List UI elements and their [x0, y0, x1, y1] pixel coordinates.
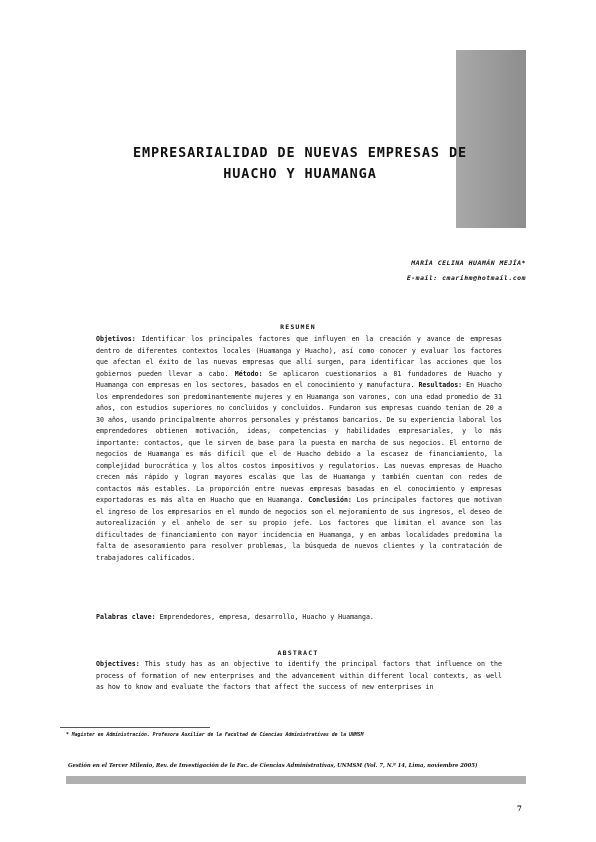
keywords-paragraph	[96, 612, 502, 624]
footnote: * Magíster en Administración. Profesora Auxiliar de la Facultad de Ciencias Administrativas de la UNMSM	[66, 733, 364, 738]
paper-title	[80, 143, 520, 185]
decorative-gray-bar	[456, 50, 526, 228]
resultados-text: En Huacho los emprendedores son predominantemente mujeres y en Huamanga son varones, con una edad promedio de 31 años, con estudios superiores no concluidos y concluidos. Fundaron sus empresas cuando tenían de 20 a 30 años, usando principalmente ahorros personales y préstamos bancarios. De su experiencia laboral los emprendedores obtienen motivación, ideas, competencias y habilidades empresariales, y lo más importante: contactos, que le sirven de base para la puesta en marcha de sus negocios. El entorno de negocios de Huamanga es más difícil que el de Huacho debido a la escasez de financiamiento, la complejidad burocrática y los altos costos impositivos y regulatorios. Las nuevas empresas de Huacho crecen más rápido y logran mayores escalas que las de Huamanga y también cuentan con redes de contactos más estables. La proporción entre nuevas empresas basadas en el conocimiento y empresas exportadoras es más alta en Huacho que en Huamanga.	[96, 381, 502, 504]
objetivos-label: Objetivos:	[96, 335, 136, 343]
title-line-1: EMPRESARIALIDAD DE NUEVAS EMPRESAS DE	[132, 145, 468, 161]
author-email: E-mail: cmarihm@hotmail.com	[406, 274, 526, 282]
resumen-heading: RESUMEN	[280, 323, 316, 331]
keywords-text: Emprendedores, empresa, desarrollo, Huacho y Huamanga.	[155, 613, 374, 621]
metodo-label: Método:	[228, 369, 263, 378]
title-line-2: HUACHO Y HUAMANGA	[223, 166, 377, 182]
objetivos-text: Identificar los principales factores que influyen en la creación y avance de empresas dentro de diferentes contextos locales (Huamanga y Huacho), así como conocer y evaluar los factores que afectan el éxito de las nuevas empresas que allí surgen, para identificar las acciones que los gobiernos pueden llevar a cabo.	[96, 335, 502, 378]
abstract-heading: ABSTRACT	[277, 649, 319, 657]
author-block	[407, 256, 526, 286]
footer-gray-rule	[66, 776, 526, 784]
author-name: MARÍA CELINA HUAMÁN MEJÍA*	[411, 259, 526, 267]
footnote-divider	[60, 727, 210, 728]
conclusion-label: Conclusión:	[303, 496, 352, 504]
page-number: 7	[517, 804, 522, 813]
objectives-label: Objectives:	[96, 660, 140, 668]
objectives-text: This study has as an objective to identify the principal factors that influence on the process of formation of new enterprises and the advancement within different local contexts, as well as how to know and evaluate the factors that affect the success of new enterprises in	[96, 660, 502, 691]
metodo-text: Se aplicaron cuestionarios a 81 fundadores de Huacho y Huamanga con empresas en los sectores, basados en el conocimiento y manufactura.	[96, 369, 502, 389]
resultados-label: Resultados:	[414, 381, 463, 389]
keywords-label: Palabras clave:	[96, 613, 156, 621]
journal-citation: Gestión en el Tercer Milenio, Rev. de Investigación de la Fac. de Ciencias Administrativas, UNMSM (Vol. 7, N.º 14, Lima, noviembre 2005)	[68, 763, 478, 769]
abstract-paragraph	[96, 659, 502, 694]
conclusion-text: Los principales factores que motivan el ingreso de los empresarios en el mundo de negocios son el mejoramiento de sus ingresos, el deseo de autorealización y el anhelo de ser su propio jefe. Los factores que limitan el avance son las dificultades de financiamiento con mayor incidencia en Huamanga, y en ambas localidades predomina la falta de asesoramiento para resolver problemas, la búsqueda de nuevos clientes y la contratación de trabajadores calificados.	[96, 496, 502, 562]
resumen-paragraph	[96, 334, 502, 564]
